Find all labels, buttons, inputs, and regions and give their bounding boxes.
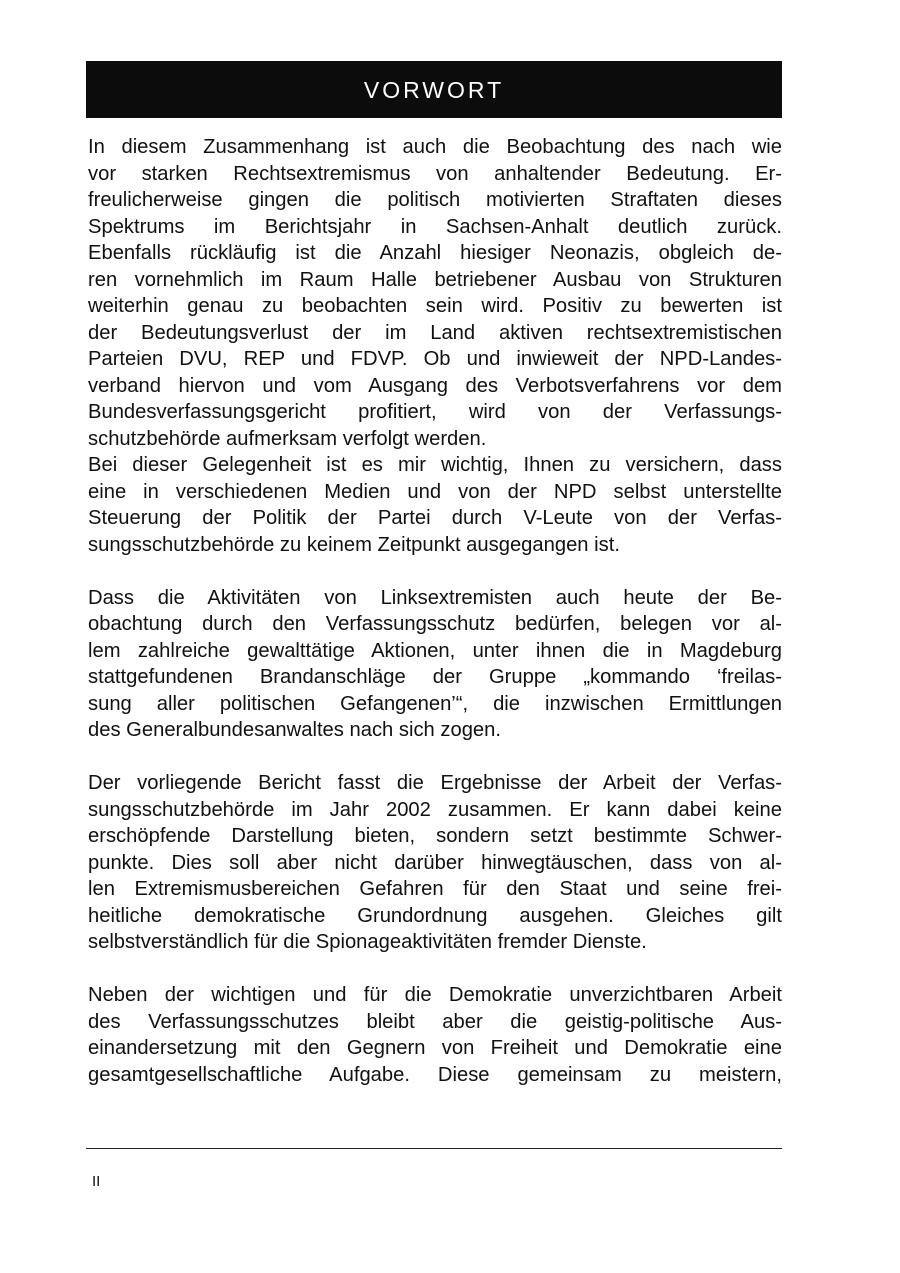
text-line: Bundesverfassungsgericht profitiert, wird von der Verfassungs-	[88, 401, 782, 423]
text-line: weiterhin genau zu beobachten sein wird. Positiv zu bewerten ist	[88, 295, 782, 317]
footer-divider	[86, 1148, 782, 1149]
text-line: gesamtgesellschaftliche Aufgabe. Diese gemeinsam zu meistern,	[88, 1063, 782, 1086]
text-line: punkte. Dies soll aber nicht darüber hinwegtäuschen, dass von al-	[88, 851, 782, 874]
text-line: ren vornehmlich im Raum Halle betriebener Ausbau von Strukturen	[88, 268, 782, 291]
paragraph	[88, 982, 782, 1088]
body-text	[88, 134, 782, 1115]
text-line: Der vorliegende Bericht fasst die Ergebnisse der Arbeit der Verfas-	[88, 772, 782, 794]
page-number: II	[92, 1173, 101, 1190]
text-line: verband hiervon und vom Ausgang des Verbotsverfahrens vor dem	[88, 374, 782, 397]
text-line: lem zahlreiche gewalttätige Aktionen, unter ihnen die in Magdeburg	[88, 639, 782, 662]
text-line: eine in verschiedenen Medien und von der NPD selbst unterstellte	[88, 480, 782, 503]
text-line: der Bedeutungsverlust der im Land aktiven rechtsextremistischen	[88, 321, 782, 344]
text-line: Ebenfalls rückläufig ist die Anzahl hiesiger Neonazis, obgleich de-	[88, 242, 782, 264]
paragraph	[88, 585, 782, 744]
text-line: Parteien DVU, REP und FDVP. Ob und inwieweit der NPD-Landes-	[88, 348, 782, 370]
section-title: VORWORT	[363, 77, 505, 103]
text-line: schutzbehörde aufmerksam verfolgt werden.	[88, 427, 487, 450]
text-line: heitliche demokratische Grundordnung ausgehen. Gleiches gilt	[88, 904, 782, 927]
paragraph	[88, 770, 782, 956]
text-line: Spektrums im Berichtsjahr in Sachsen-Anhalt deutlich zurück.	[88, 215, 782, 238]
text-line: erschöpfende Darstellung bieten, sondern setzt bestimmte Schwer-	[88, 825, 782, 847]
text-line: des Generalbundesanwaltes nach sich zogen.	[88, 719, 501, 741]
text-line: Dass die Aktivitäten von Linksextremisten auch heute der Be-	[88, 586, 782, 609]
text-line: selbstverständlich für die Spionageaktivitäten fremder Dienste.	[88, 931, 647, 953]
text-line: freulicherweise gingen die politisch motivierten Straftaten dieses	[88, 189, 782, 211]
text-line: sung aller politischen Gefangenen’“, die inzwischen Ermittlungen	[88, 692, 782, 715]
paragraph	[88, 134, 782, 558]
text-line: sungsschutzbehörde zu keinem Zeitpunkt ausgegangen ist.	[88, 533, 620, 556]
text-line: einandersetzung mit den Gegnern von Freiheit und Demokratie eine	[88, 1037, 782, 1059]
text-line: Neben der wichtigen und für die Demokratie unverzichtbaren Arbeit	[88, 984, 782, 1006]
text-line: Bei dieser Gelegenheit ist es mir wichtig, Ihnen zu versichern, dass	[88, 454, 782, 476]
text-line: des Verfassungsschutzes bleibt aber die geistig-politische Aus-	[88, 1010, 782, 1033]
section-header-bar	[86, 61, 782, 118]
text-line: vor starken Rechtsextremismus von anhaltender Bedeutung. Er-	[88, 162, 782, 185]
text-line: stattgefundenen Brandanschläge der Gruppe „kommando ‘freilas-	[88, 666, 782, 688]
text-line: obachtung durch den Verfassungsschutz bedürfen, belegen vor al-	[88, 613, 782, 635]
text-line: sungsschutzbehörde im Jahr 2002 zusammen. Er kann dabei keine	[88, 798, 782, 821]
text-line: len Extremismusbereichen Gefahren für den Staat und seine frei-	[88, 878, 782, 900]
text-line: Steuerung der Politik der Partei durch V-Leute von der Verfas-	[88, 507, 782, 529]
text-line: In diesem Zusammenhang ist auch die Beobachtung des nach wie	[88, 136, 782, 158]
